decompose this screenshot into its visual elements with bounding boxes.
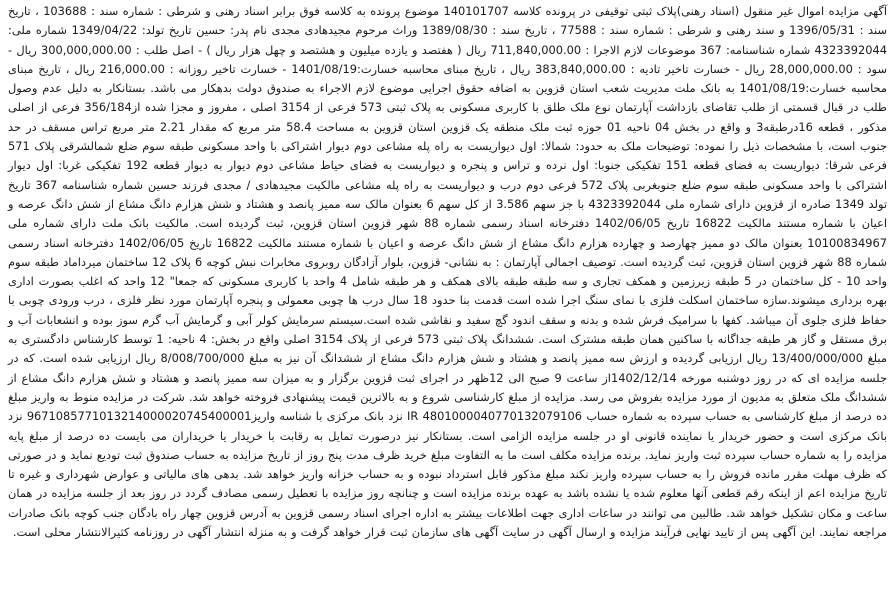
notice-body-text: آگهی مزایده اموال غیر منقول (اسناد رهنی)پلاک ثبتی توقیفی در پرونده کلاسه 140101707 موضوع پرونده به کلاسه فوق برابر اسناد رهنی و شرطی : شماره سند : 103688 ، تاریخ سند : 1396/05/31 و سند رهنی و شرطی : شماره سند : 77588 ، تاریخ سند : 1389/08/30 وراث مرحوم مجیدهادی مجدی نام پدر: حسین تاریخ تولد: 1349/04/22 شماره ملی: 4323392044 شماره شناسنامه: 367 موضوعات لازم الاجرا : 711,840,000.00 ریال ( هفتصد و یازده میلیون و هشتصد و چهل هزار ریال ) - اصل طلب : 300,000,000.00 ریال - سود : 28,000,000.00 ریال - خسارت تاخیر تادیه : 383,840,000.00 ریال ، تاریخ مبنای محاسبه خسارت:1401/08/19 - خسارت تاخیر روزانه : 216,000.00 ریال ، تاریخ مبنای محاسبه خسارت:1401/08/19 به بانک ملت مدیریت شعب استان قزوین به اضافه حقوق اجرایی موضوع لازم الاجراء به صندوق دولت بدهکار می باشد. بستانکار به دلیل عدم وصول طلب در قبال قسمتی از طلب تقاضای بازداشت آپارتمان نوع ملک طلق با کاربری مسکونی به پلاک ثبتی 573 فرعی از 3154 اصلی ، مفروز و مجزا شده از356/184 فرعی از اصلی مذکور ، قطعه 16درطبقه3 و واقع در بخش 04 ناحیه 01 حوزه ثبت ملک منطقه یک قزوین استان قزوین به مساحت 58.4 متر مربع که مقدار 2.21 متر مربع تراس مسقف در حد جنوب است، با مشخصات ذیل را نموده: توضیحات ملک به حدود: شمالا: اول دیواریست به راه پله مشاعی دوم دیوار اشتراکی با واحد مسکونی طبقه سوم ضلع شمالشرقی پلاک 571 فرعی شرقا: دیواریست به فضای قطعه 151 تفکیکی جنوبا: اول نرده و تراس و پنجره و دیواریست به فضای حیاط مشاعی دوم دیوار به دیوار قطعه 192 تفکیکی غربا: اول دیوار اشتراکی با واحد مسکونی طبقه سوم ضلع جنوبغربی پلاک 572 فرعی دوم درب و دیواریست به راه پله مشاعی مالکیت مجیدهادی / مجدی فرزند حسین شماره شناسنامه 367 تاریخ تولد 1349 صادره از قزوین دارای شماره ملی 4323392044 با جز سهم 3.586 از کل سهم 6 بعنوان مالک سه ممیز پانصد و هشتاد و شش هزارم دانگ مشاع از شش دانگ عرصه و اعیان با شماره مستند مالکیت 16822 تاریخ 1402/06/05 دفترخانه اسناد رسمی شماره 88 شهر قزوین استان قزوین، ثبت گردیده است. مالکیت بانک ملت دارای شماره ملی 10100834967 بعنوان مالک دو ممیز چهارصد و چهارده هزارم دانگ مشاع از شش دانگ عرصه و اعیان با شماره مستند مالکیت 16822 تاریخ 1402/06/05 دفترخانه اسناد رسمی شماره 88 شهر قزوین استان قزوین، ثبت گردیده است. توصیف اجمالی آپارتمان : به نشانی- قزوین، بلوار آزادگان روبروی مخابرات نبش کوچه 6 پلاک 12 ساختمان میرداماد طبقه سوم واحد 10 - کل ساختمان در 5 طبقه زیرزمین و همکف تجاری و سه طبقه طبقه بالای همکف و هر طبقه شامل 4 واحد با کاربری مسکونی که جمعا" 12 واحد که اغلب بصورت اداری بهره برداری میشوند.سازه ساختمان اسکلت فلزی با نمای سنگ اجرا شده است قدمت بنا حدود 18 سال درب ها چوبی معمولی و پنجره آپارتمان مورد نظر فلزی ، درب ورودی چوبی با حفاظ فلزی جلوی آن میباشد. کفها با سرامیک فرش شده و بدنه و سقف اندود گچ سفید و نقاشی شده است.سیستم سرمایش کولر آبی و گرمایش آب گرم سوز بوده و انشعابات آب و برق مستقل و گاز هر طبقه جداگانه با ساکنین همان طبقه مشترک است. ششدانگ پلاک ثبتی 573 فرعی از پلاک 3154 اصلی واقع در بخش: 4 ناحیه: 1 توسط کارشناس دادگستری به مبلغ 13/400/000/000 ریال ارزیابی گردیده و ارزش سه ممیز پانصد و هشتاد و شش هزارم دانگ مشاع از ششدانگ آن نیز به مبلغ 8/008/700/000 ریال ارزیابی شده است. که در جلسه مزایده ای که در روز دوشنبه مورخه 1402/12/14از ساعت 9 صبح الی 12ظهر در اجرای ثبت قزوین برگزار و به میزان سه ممیز پانصد و هشتاد و شش هزارم دانگ مشاع از ششدانگ ملک متعلق به مدیون از مورد مزایده بفروش می رسد. مزایده از مبلغ کارشناسی شروع و به بالاترین قیمت پیشنهادی فروخته خواهد شد. شرکت در مزایده منوط به واریز مبلغ ده درصد از مبلغ کارشناسی به حساب سپرده به شماره حساب 4801000040770132079106 IR نزد بانک مرکزی با شناسه واریز9671085771013214000020745400001 نزد بانک مرکزی است و حضور خریدار یا نماینده قانونی او در جلسه مزایده الزامی است. بستانکار نیز درصورت تمایل به رقابت با خریدار یا خریداران می بایست ده درصد از مبلغ پایه مزایده را به شماره حساب سپرده ثبت واریز نماید. برنده مزایده مکلف است ما به التفاوت مبلغ خرید ظرف مدت پنج روز از تاریخ مزایده به حساب صندوق ثبت تودیع نماید و در صورتی که ظرف مهلت مقرر مانده فروش را به حساب سپرده واریز نکند مبلغ مذکور قابل استرداد نبوده و به حساب خزانه واریز خواهد شد. بدهی های مالیاتی و عوارض شهرداری و غیره تا تاریخ مزایده اعم از اینکه رقم قطعی آنها معلوم شده یا نشده باشد به عهده برنده مزایده است و چنانچه روز مزایده با تعطیل رسمی مصادف گردد در روز بعد از جلسه مزایده در همان ساعت و مکان تشکیل خواهد شد. طالبین می توانند در ساعات اداری جهت اطلاعات بیشتر به اداره اجرای اسناد رسمی قزوین به آدرس قزوین چهار راه بادگان جنب کوچه بانک صادرات مراجعه نمایند. این آگهی پس از تایید نهایی فرآیند مزایده و ارسال آگهی در سایت آگهی های سازمان ثبت قرار خواهد گرفت و به منزله انتشار آگهی در روزنامه کثیرالانتشار محلی است. [8,4,888,540]
